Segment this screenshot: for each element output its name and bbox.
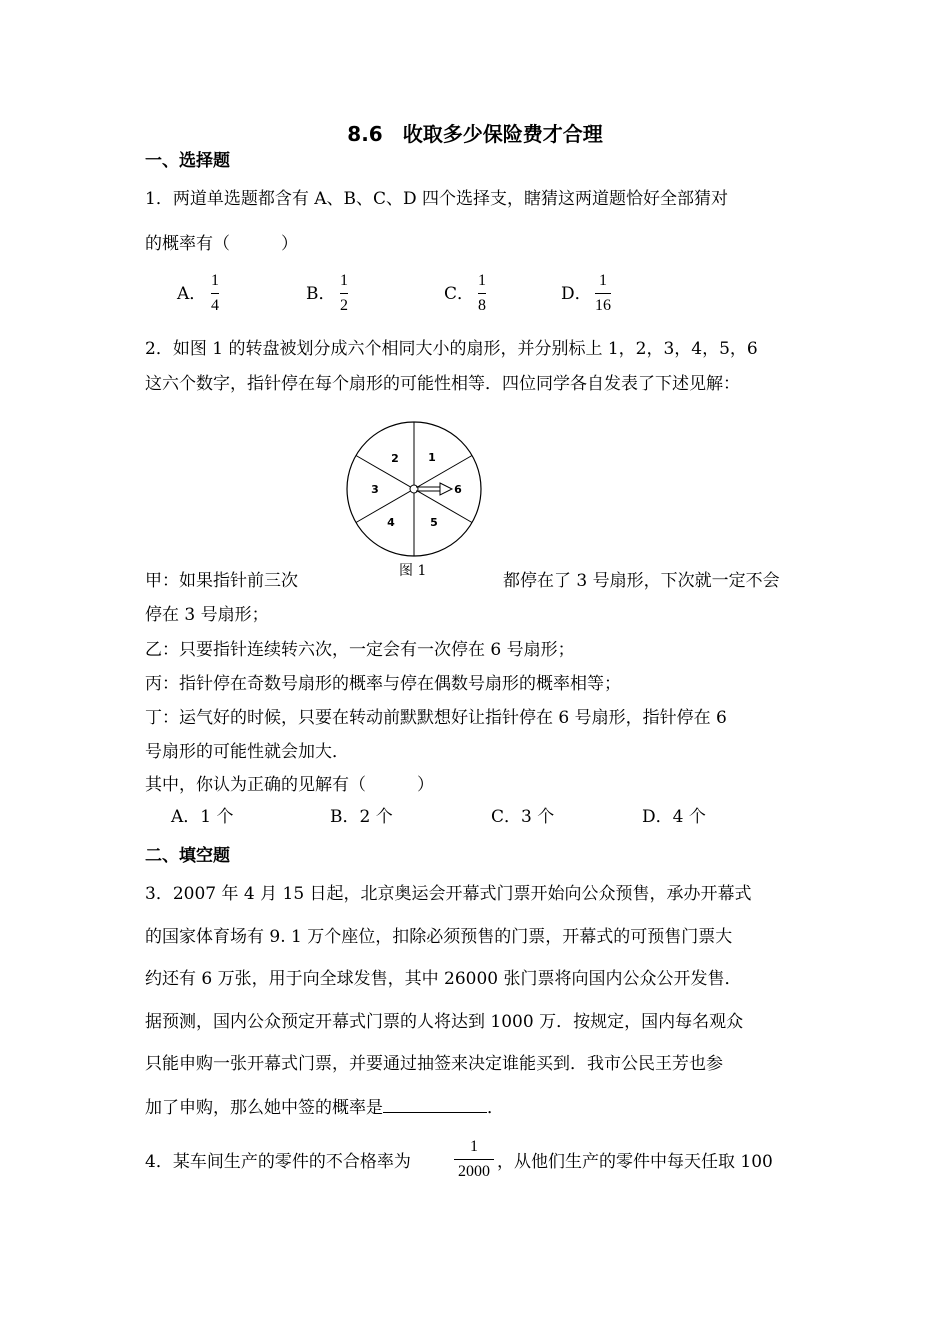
q2-question: 其中，你认为正确的见解有（ ） — [145, 775, 434, 795]
q3-line2: 的国家体育场有 9. 1 万个座位，扣除必须预售的门票，开幕式的可预售门票大 — [145, 927, 733, 947]
q3-line6: 加了申购，那么她中签的概率是 ． — [145, 1098, 504, 1118]
q2-option-c: C．3 个 — [491, 807, 555, 827]
q1-line1: 1．两道单选题都含有 A、B、C、D 四个选择支，瞎猜这两道题恰好全部猜对 — [145, 189, 729, 209]
q1-option-d-label: D． — [561, 284, 592, 304]
q2-view-jia-part2: 都停在了 3 号扇形，下次就一定不会 — [503, 571, 780, 591]
sector-label-1: 1 — [428, 451, 436, 464]
q3-line3: 约还有 6 万张，用于向全球发售，其中 26000 张门票将向国内公众公开发售． — [145, 969, 742, 989]
figure-caption: 图 1 — [399, 563, 427, 579]
q2-view-bing: 丙：指针停在奇数号扇形的概率与停在偶数号扇形的概率相等； — [145, 674, 621, 694]
sector-label-2: 2 — [391, 452, 399, 465]
q2-view-ding-line2: 号扇形的可能性就会加大． — [145, 742, 349, 762]
q2-option-a: A．1 个 — [171, 807, 234, 827]
sector-label-6: 6 — [454, 483, 462, 496]
q4-text-part1: 4．某车间生产的零件的不合格率为 — [145, 1152, 411, 1172]
section-heading-choice: 一、选择题 — [145, 151, 230, 171]
answer-blank[interactable] — [383, 1096, 487, 1113]
q3-line1: 3．2007 年 4 月 15 日起，北京奥运会开幕式门票开始向公众预售，承办开幕式 — [145, 884, 752, 904]
sector-label-5: 5 — [430, 516, 438, 529]
page-title: 8.6 收取多少保险费才合理 — [347, 122, 603, 146]
q1-line2: 的概率有（ ） — [145, 234, 298, 254]
q1-option-d-fraction: 1 16 — [595, 272, 611, 314]
q1-option-a-label: A． — [177, 284, 207, 304]
q2-line2: 这六个数字，指针停在每个扇形的可能性相等．四位同学各自发表了下述见解： — [145, 374, 740, 394]
q2-view-jia-part1: 甲：如果指针前三次 — [145, 571, 298, 591]
q4-fraction: 1 2000 — [454, 1138, 494, 1181]
q3-line5: 只能申购一张开幕式门票，并要通过抽签来决定谁能买到．我市公民王芳也参 — [145, 1054, 723, 1074]
sector-label-3: 3 — [371, 483, 379, 496]
q1-option-b-label: B． — [306, 284, 336, 304]
q2-view-ding-line1: 丁：运气好的时候，只要在转动前默默想好让指针停在 6 号扇形，指针停在 6 — [145, 708, 727, 728]
q4-text-part2: ，从他们生产的零件中每天任取 100 — [497, 1152, 773, 1172]
q2-view-yi: 乙：只要指针连续转六次，一定会有一次停在 6 号扇形； — [145, 640, 575, 660]
q1-option-c-fraction: 1 8 — [478, 272, 486, 314]
q2-line1: 2．如图 1 的转盘被划分成六个相同大小的扇形，并分别标上 1，2，3，4，5，6 — [145, 339, 758, 359]
q1-option-a-fraction: 1 4 — [211, 272, 219, 314]
q2-option-b: B．2 个 — [330, 807, 393, 827]
q1-option-b-fraction: 1 2 — [340, 272, 348, 314]
spinner-hub — [410, 485, 418, 493]
sector-label-4: 4 — [387, 516, 395, 529]
spinner-figure — [340, 415, 490, 585]
q2-view-jia-part3: 停在 3 号扇形； — [145, 605, 269, 625]
q3-line4: 据预测，国内公众预定开幕式门票的人将达到 1000 万．按规定，国内每名观众 — [145, 1012, 744, 1032]
q1-option-c-label: C． — [444, 284, 475, 304]
q2-option-d: D．4 个 — [642, 807, 706, 827]
section-heading-fill: 二、填空题 — [145, 846, 230, 866]
